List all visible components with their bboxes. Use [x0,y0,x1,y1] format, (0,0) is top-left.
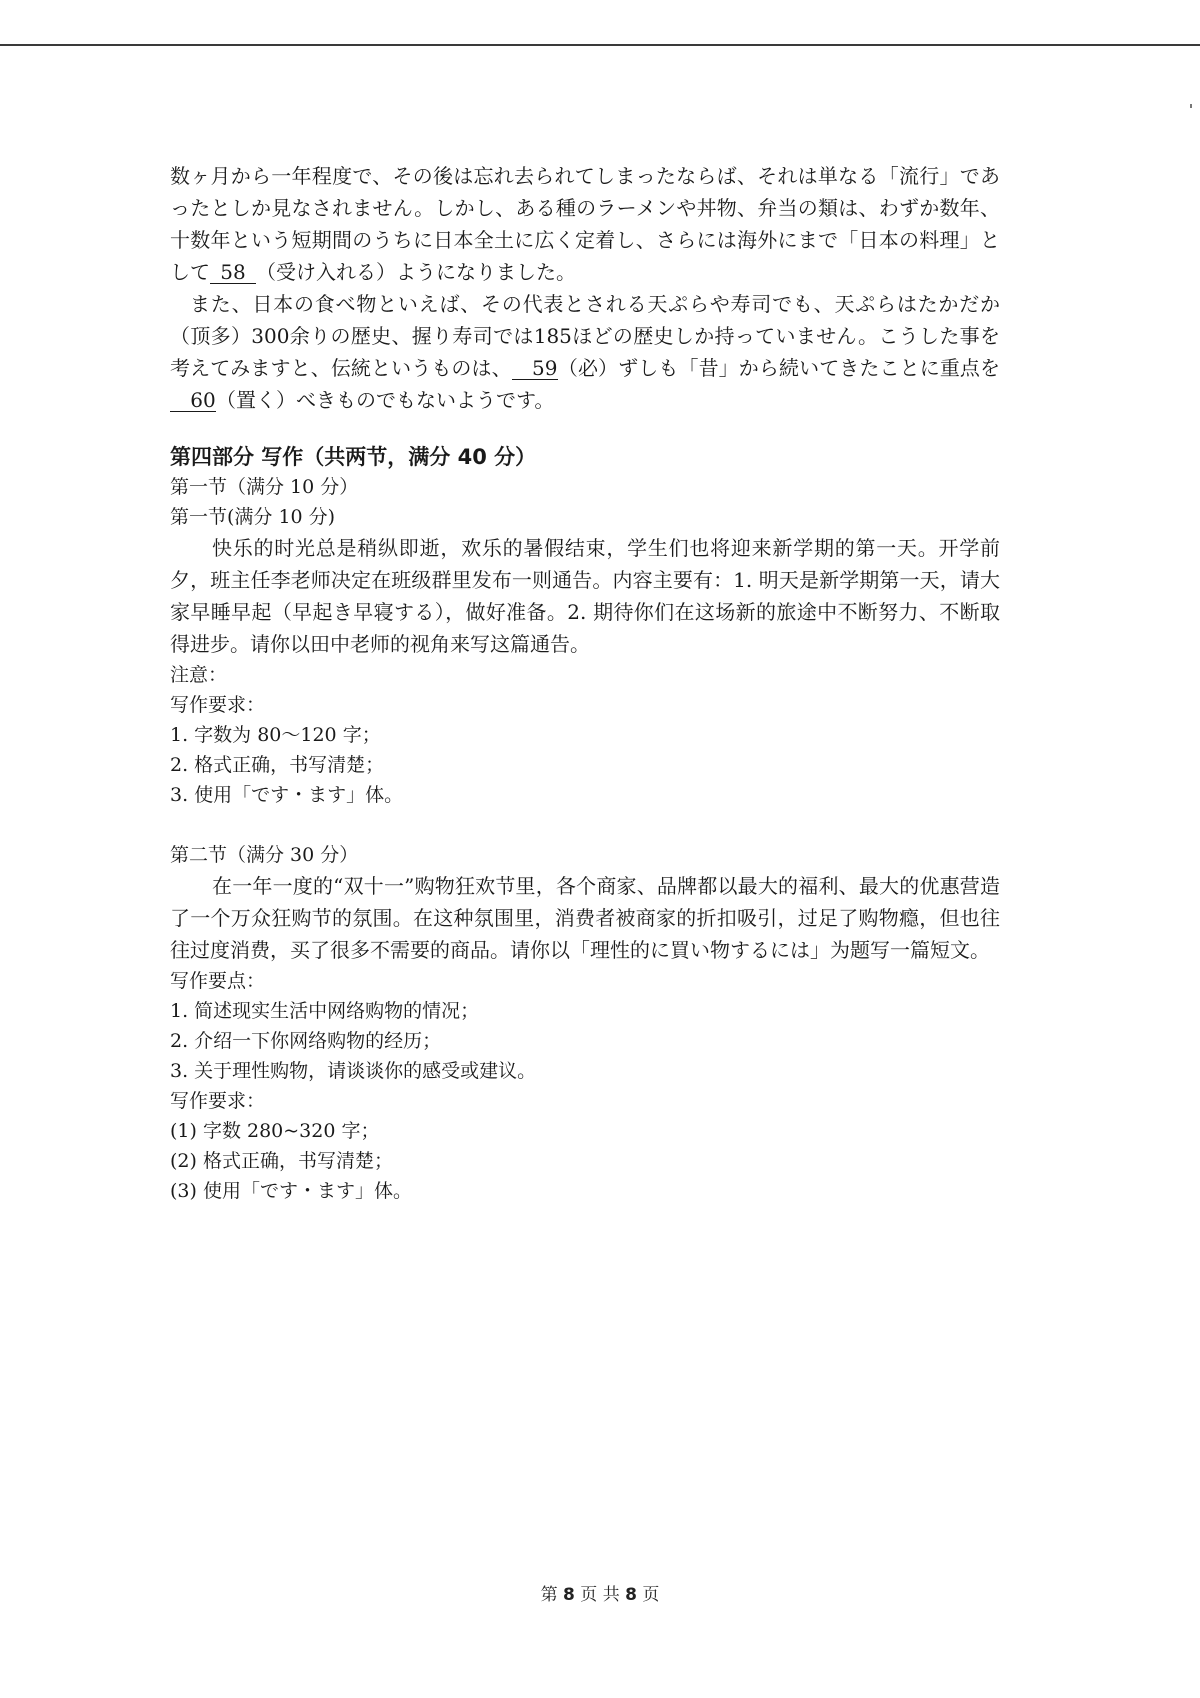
page-content [170,160,1000,1206]
section-2-heading: 第二节（满分 30 分） [170,844,359,866]
spacer [170,810,1000,840]
writing-section-title: 第四部分 写作（共两节，满分 40 分） [170,445,537,469]
passage-text: 数ヶ月から一年程度で、その後は忘れ去られてしまったならば、それは単なる「流行」であったとしか見なされません。しかし、ある種のラーメンや丼物、弁当の類は、わずか数年、十数年という短期間のうちに日本全土に広く定着し、さらには海外にまで「日本の料理」として [170,164,1000,284]
section-1-requirement: 3. 使用「です・ます」体。 [170,784,404,806]
passage-paragraph-2 [170,288,1000,416]
blank-59: 59 [512,357,558,380]
passage-text: また、日本の食べ物といえば、その代表とされる天ぷらや寿司でも、天ぷらはたかだか（顶多）300余りの歴史、握り寿司では185ほどの歴史しか持っていません。こうした事を考えてみますと、伝統というものは、 [170,292,1000,380]
footer-suffix: 页 [642,1585,660,1605]
section-2-point: 2. 介绍一下你网络购物的经历； [170,1030,442,1052]
page-footer [0,1580,1200,1605]
blank-60: 60 [170,389,216,412]
section-2-requirement: (1) 字数 280~320 字； [170,1120,380,1142]
footer-mid: 页 共 [580,1585,620,1605]
footer-total-pages: 8 [625,1585,637,1605]
section-1-heading-repeat: 第一节(满分 10 分) [170,506,336,528]
footer-page-number: 8 [563,1585,575,1605]
section-2-point: 3. 关于理性购物，请谈谈你的感受或建议。 [170,1060,537,1082]
hint-59: （必） [557,356,619,380]
section-2-requirement: (2) 格式正确，书写清楚； [170,1150,393,1172]
section-2-requirements-title: 写作要求： [170,1090,266,1112]
section-1-note: 注意： [170,664,228,686]
blank-58: 58 [210,261,256,284]
section-1-requirements-title: 写作要求： [170,694,266,716]
section-1-requirement: 2. 格式正确，书写清楚； [170,754,385,776]
section-2-points-title: 写作要点： [170,970,266,992]
scan-edge-mark [1190,104,1192,108]
footer-prefix: 第 [540,1585,558,1605]
section-2-requirement: (3) 使用「です・ます」体。 [170,1180,412,1202]
section-1-requirement: 1. 字数为 80～120 字； [170,724,381,746]
passage-paragraph-1 [170,160,1000,288]
passage-text: （受け入れる）ようになりました。 [256,260,576,284]
section-2-prompt: 在一年一度的“双十一”购物狂欢节里，各个商家、品牌都以最大的福利、最大的优惠营造了一个万众狂购节的氛围。在这种氛围里，消费者被商家的折扣吸引，过足了购物瘾，但也往往过度消费，买了很多不需要的商品。请你以「理性的に買い物するには」为题写一篇短文。 [170,874,1000,962]
section-1-heading: 第一节（满分 10 分） [170,476,359,498]
section-2-point: 1. 简述现实生活中网络购物的情况； [170,1000,480,1022]
passage-text: （置く）べきものでもないようです。 [216,388,555,412]
passage-text: ずしも「昔」から続いてきたことに重点を [618,356,1001,380]
scan-top-border [0,44,1200,46]
section-1-prompt: 快乐的时光总是稍纵即逝，欢乐的暑假结束，学生们也将迎来新学期的第一天。开学前夕，班主任李老师决定在班级群里发布一则通告。内容主要有：1. 明天是新学期第一天，请大家早睡早起（早起き早寝する），做好准备。2. 期待你们在这场新的旅途中不断努力、不断取得进步。请你以田中老师的视角来写这篇通告。 [170,536,1000,656]
